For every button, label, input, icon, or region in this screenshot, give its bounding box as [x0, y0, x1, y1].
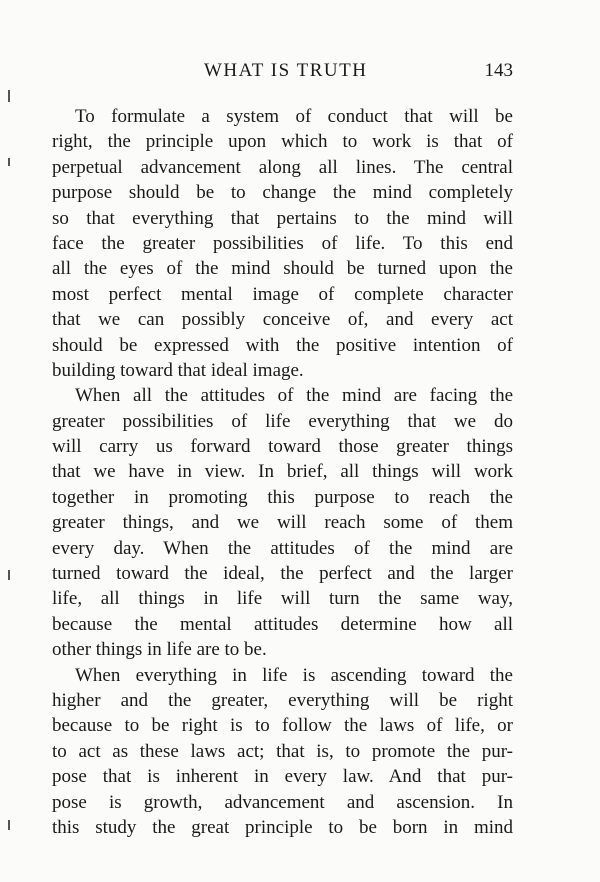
- scan-artifact: [8, 90, 10, 102]
- text-line: all the eyes of the mind should be turned upon the: [52, 258, 513, 280]
- text-line: because to be right is to follow the laws of life, or: [52, 715, 513, 737]
- text-line: When all the attitudes of the mind are facing the: [75, 385, 513, 407]
- text-line: this study the great principle to be born in mind: [52, 816, 513, 838]
- text-line: higher and the greater, everything will be right: [52, 689, 513, 711]
- text-line: greater possibilities of life everything that we do: [52, 410, 513, 432]
- text-line: building toward that ideal image.: [52, 359, 304, 381]
- text-line: perpetual advancement along all lines. The central: [52, 156, 513, 178]
- text-line: will carry us forward toward those greater things: [52, 436, 513, 458]
- text-line: most perfect mental image of complete character: [52, 283, 513, 305]
- scan-artifact: [8, 820, 10, 830]
- text-line: greater things, and we will reach some of them: [52, 512, 513, 534]
- text-line: pose that is inherent in every law. And that pur-: [52, 766, 513, 788]
- text-line: together in promoting this purpose to reach the: [52, 486, 513, 508]
- scan-artifact: [8, 570, 10, 580]
- page-body: [52, 104, 513, 840]
- paragraph: [52, 383, 513, 662]
- running-title: WHAT IS TRUTH: [204, 60, 368, 81]
- text-line: to act as these laws act; that is, to promote the pur-: [52, 740, 513, 762]
- text-line: face the greater possibilities of life. To this end: [52, 232, 513, 254]
- text-line: so that everything that pertains to the mind will: [52, 207, 513, 229]
- paragraph: [52, 104, 513, 383]
- text-line: turned toward the ideal, the perfect and the larger: [52, 563, 513, 585]
- scan-artifact: [8, 158, 10, 166]
- text-line: that we can possibly conceive of, and every act: [52, 309, 513, 331]
- text-line: right, the principle upon which to work is that of: [52, 131, 513, 153]
- text-line: purpose should be to change the mind completely: [52, 182, 513, 204]
- page-number: 143: [484, 60, 513, 81]
- text-line: that we have in view. In brief, all things will work: [52, 461, 513, 483]
- text-line: life, all things in life will turn the same way,: [52, 588, 513, 610]
- text-line: every day. When the attitudes of the mind are: [52, 537, 513, 559]
- text-line: should be expressed with the positive intention of: [52, 334, 513, 356]
- text-line: pose is growth, advancement and ascension. In: [52, 791, 513, 813]
- text-line: because the mental attitudes determine how all: [52, 613, 513, 635]
- page-header: [52, 60, 513, 86]
- text-line: To formulate a system of conduct that will be: [75, 106, 513, 127]
- text-line: When everything in life is ascending toward the: [75, 664, 513, 686]
- paragraph: [52, 663, 513, 841]
- text-line: other things in life are to be.: [52, 639, 267, 661]
